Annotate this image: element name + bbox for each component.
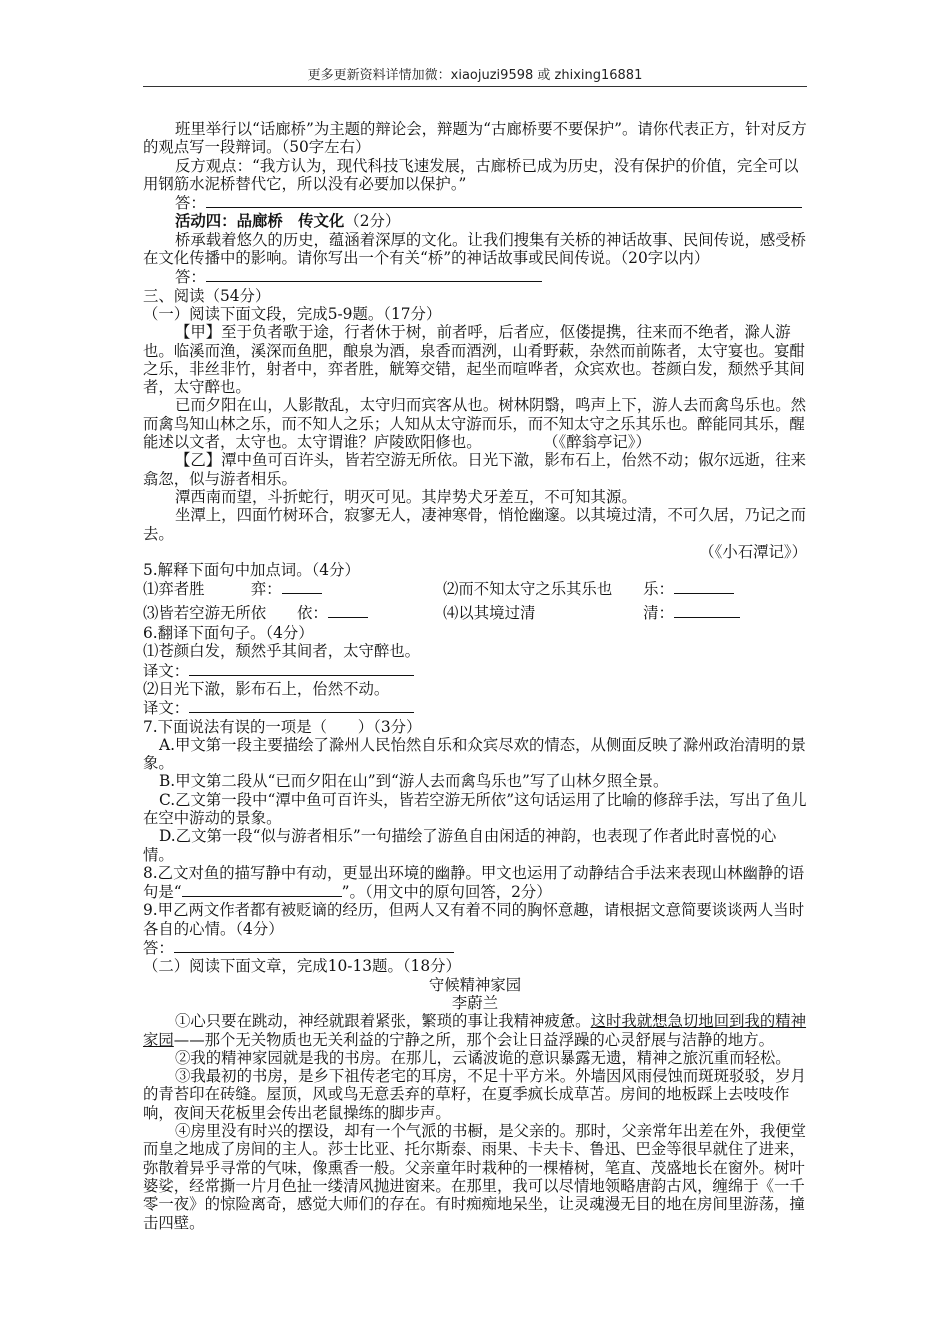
part2-intro: （二）阅读下面文章，完成10-13题。（18分） [143,957,461,976]
article-p1-text: ①心只要在跳动，神经就跟着紧张，繁琐的事让我精神疲惫。 [175,1012,591,1031]
activity3-prompt: 班里举行以“话廊桥”为主题的辩论会，辩题为“古廊桥要不要保护”。请你代表正方，针对反方的观点写一段辩词。（50字左右） [143,120,807,157]
exam-page [143,120,807,1232]
activity4-answer[interactable] [143,267,807,286]
q6-stem: 6.翻译下面句子。（4分） [143,624,314,643]
answer-label: 答： [143,939,174,958]
passage-yi-p1: 【乙】潭中鱼可百许头，皆若空游无所依。日光下澈，影布石上，佁然不动；俶尔远逝，往来翕忽，似与游者相乐。 [143,451,807,488]
q6-sentence-2: ⑵日光下澈，影布石上，佁然不动。 [143,679,390,698]
q5-row-1 [143,579,807,598]
activity4-title: 活动四：品廊桥 传文化 [175,212,345,231]
q7-option-b[interactable]: B.甲文第二段从“已而夕阳在山”到“游人去而禽鸟乐也”写了山林夕照全景。 [159,772,669,791]
q5-row-2 [143,603,807,622]
q5-item-4: ⑷以其境过清 [443,603,536,622]
q5-item-3-word: 依： [296,603,328,622]
q9-stem: 9.甲乙两文作者都有被贬谪的经历，但两人又有着不同的胸怀意趣，请根据文意简要谈谈两人当时各自的心情。（4分） [143,901,805,938]
passage-yi-p3: 坐潭上，四面竹树环合，寂寥无人，凄神寒骨，悄怆幽邃。以其境过清，不可久居，乃记之而去。 [143,506,807,543]
q7-option-a[interactable]: A.甲文第一段主要描绘了滁州人民怡然自乐和众宾尽欢的情态，从侧面反映了滁州政治清明的景象。 [143,735,807,773]
article-p3: ③我最初的书房，是乡下祖传老宅的耳房，不足十平方米。外墙因风雨侵蚀而斑斑驳驳，岁月的青苔印在砖缝。屋顶，风或鸟无意丢弃的草籽，在夏季疯长成草苫。房间的地板踩上去吱吱作响，夜间天花板里会传出老鼠操练的脚步声。 [143,1067,807,1122]
q5-stem: 5.解释下面句中加点词。（4分） [143,561,360,580]
activity4-heading [143,212,807,230]
answer-label: 答： [175,268,206,287]
q8-stem-a: 8.乙文对鱼的描写静中有动，更显出环境的幽静。甲文也运用了动静结合手法来表现山林幽静的语句是“ [143,863,805,902]
q8 [143,864,807,902]
q6-translation-1[interactable] [143,661,807,680]
q5-blank-4[interactable] [674,603,740,618]
part1-intro: （一）阅读下面文段，完成5-9题。（17分） [143,304,442,323]
article-title: 守候精神家园 [428,975,522,994]
article-p1-rest: ——那个无关物质也无关利益的宁静之所，那个会让日益浮躁的心灵舒展与洁静的地方。 [173,1030,775,1049]
article-author: 李蔚兰 [451,993,499,1012]
article-p4: ④房里没有时兴的摆设，却有一个气派的书橱，是父亲的。那时，父亲常年出差在外，我便堂而皇之地成了房间的主人。莎士比亚、托尔斯泰、雨果、卡夫卡、鲁迅、巴金等很早就住了进来，弥散着异乎寻常的气味，像熏香一般。父亲童年时栽种的一棵椿树，笔直、茂盛地长在窗外。树叶婆娑，经常撕一片月色扯一缕清风抛进窗来。在那里，我可以尽情地领略唐韵古风，缠绵于《一千零一夜》的惊险离奇，感觉大师们的存在。有时痴痴地呆坐，让灵魂漫无目的地在房间里游荡，撞击四壁。 [143,1122,807,1232]
article-p1-underlined: 这时我就想急切地回到我的精神家园 [143,1012,807,1049]
q5-item-1: ⑴弈者胜 [143,580,205,599]
answer-line[interactable] [174,938,454,953]
q8-blank[interactable] [182,882,342,897]
q5-item-2: ⑵而不知太守之乐其乐也 [443,580,613,599]
q7-option-d[interactable]: D.乙文第一段“似与游者相乐”一句描绘了游鱼自由闲适的神韵，也表现了作者此时喜悦的心情。 [143,827,777,864]
q9-answer[interactable] [143,938,807,957]
q8-stem-b: ”。（用文中的原句回答，2分） [341,883,552,902]
activity4-points: （2分） [344,212,401,231]
q5-blank-3[interactable] [328,603,368,618]
activity3-answer[interactable] [143,193,807,212]
q5-item-1-word: 弈： [250,580,282,599]
activity4-prompt: 桥承载着悠久的历史，蕴涵着深厚的文化。让我们搜集有关桥的神话故事、民间传说，感受桥在文化传播中的影响。请你写出一个有关“桥”的神话故事或民间传说。（20字以内） [143,230,807,268]
q6-sentence-1: ⑴苍颜白发，颓然乎其间者，太守醉也。 [143,642,421,661]
q5-blank-2[interactable] [674,579,734,594]
answer-label: 答： [175,194,206,213]
translation-label: 译文： [143,699,190,718]
answer-line[interactable] [206,193,802,208]
passage-jia-p1: 【甲】至于负者歌于途，行者休于树，前者呼，后者应，伛偻提携，往来而不绝者，滁人游也。临溪而渔，溪深而鱼肥，酿泉为酒，泉香而酒洌，山肴野蔌，杂然而前陈者，太守宴也。宴酣之乐，非丝非竹，射者中，弈者胜，觥筹交错，起坐而喧哗者，众宾欢也。苍颜白发，颓然乎其间者，太守醉也。 [143,323,805,397]
activity3-opposing-view: 反方观点：“我方认为，现代科技飞速发展，古廊桥已成为历史，没有保护的价值，完全可以用钢筋水泥桥替代它，所以没有必要加以保护。” [143,156,799,193]
q5-item-3: ⑶皆若空游无所依 [143,603,267,622]
passage-yi-source: （《小石潭记》） [699,542,807,561]
q7-option-c[interactable]: C.乙文第一段中“潭中鱼可百许头，皆若空游无所依”这句话运用了比喻的修辞手法，写出了鱼儿在空中游动的景象。 [143,790,807,827]
header-divider [143,86,807,87]
section3-title: 三、阅读（54分） [143,286,271,305]
q5-item-2-word: 乐： [643,580,674,599]
q7-stem: 7.下面说法有误的一项是（ ）（3分） [143,717,422,736]
answer-line[interactable] [206,267,542,282]
translation-label: 译文： [143,661,190,680]
page-header: 更多更新资料详情加微：xiaojuzi9598 或 zhixing16881 [307,68,643,83]
q5-item-4-word: 清： [643,603,674,622]
article-p1 [143,1012,807,1049]
passage-yi-p2: 潭西南而望，斗折蛇行，明灭可见。其岸势犬牙差互，不可知其源。 [175,487,637,506]
passage-jia-p2: 已而夕阳在山，人影散乱，太守归而宾客从也。树林阴翳，鸣声上下，游人去而禽鸟乐也。然而禽鸟知山林之乐，而不知人之乐；人知从太守游而乐，而不知太守之乐其乐也。醉能同其乐，醒能述以文者，太守也。太守谓谁？庐陵欧阳修也。 （《醉翁亭记》） [143,396,807,452]
translation-line[interactable] [189,661,414,676]
article-p2: ②我的精神家园就是我的书房。在那儿，云谲波诡的意识暴露无遗，精神之旅沉重而轻松。 [175,1048,791,1067]
q5-blank-1[interactable] [282,579,322,594]
translation-line[interactable] [189,698,414,713]
q6-translation-2[interactable] [143,698,807,717]
